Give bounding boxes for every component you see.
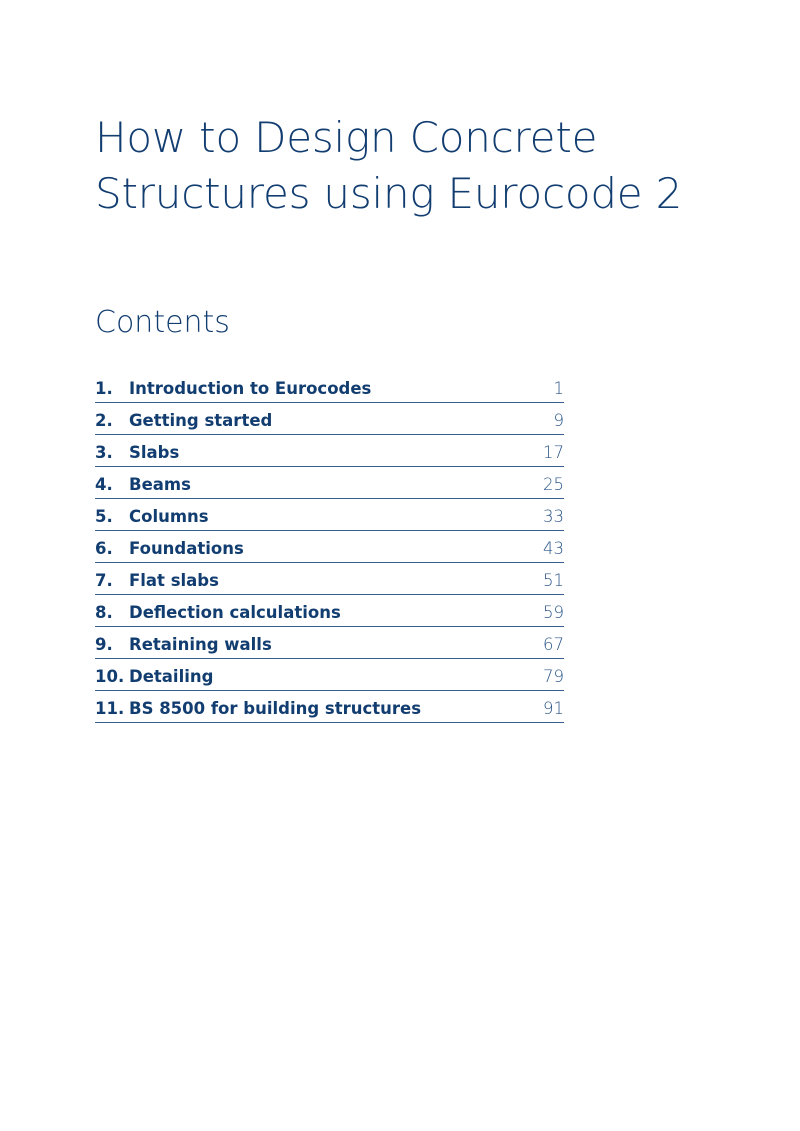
- document-title: [95, 110, 735, 222]
- toc-number: 6.: [95, 539, 113, 558]
- toc-title: Introduction to Eurocodes: [129, 379, 372, 398]
- toc-title: Slabs: [129, 443, 180, 462]
- toc-number: 7.: [95, 571, 113, 590]
- contents-heading: Contents: [95, 305, 230, 340]
- toc-page: 9: [553, 411, 564, 430]
- toc-title: Deflection calculations: [129, 603, 341, 622]
- toc-number: 4.: [95, 475, 113, 494]
- toc-page: 79: [543, 667, 564, 686]
- toc-page: 67: [543, 635, 564, 654]
- toc-row[interactable]: [95, 627, 564, 659]
- toc-number: 10.: [95, 667, 125, 686]
- toc-row[interactable]: [95, 467, 564, 499]
- title-line-2: Structures using Eurocode 2: [95, 169, 683, 218]
- toc-page: 17: [543, 443, 564, 462]
- toc-title: Detailing: [129, 667, 214, 686]
- toc-row[interactable]: [95, 403, 564, 435]
- toc-page: 59: [543, 603, 564, 622]
- toc-row[interactable]: [95, 435, 564, 467]
- toc-number: 9.: [95, 635, 113, 654]
- toc-page: 91: [543, 699, 564, 718]
- table-of-contents: [95, 371, 564, 723]
- toc-title: Getting started: [129, 411, 273, 430]
- toc-page: 51: [543, 571, 564, 590]
- title-line-1: How to Design Concrete: [95, 113, 598, 162]
- toc-title: Foundations: [129, 539, 244, 558]
- toc-page: 1: [553, 379, 564, 398]
- toc-title: Flat slabs: [129, 571, 219, 590]
- toc-row[interactable]: [95, 691, 564, 723]
- toc-number: 5.: [95, 507, 113, 526]
- toc-number: 3.: [95, 443, 113, 462]
- toc-row[interactable]: [95, 659, 564, 691]
- toc-title: Retaining walls: [129, 635, 272, 654]
- toc-page: 25: [543, 475, 564, 494]
- toc-number: 8.: [95, 603, 113, 622]
- toc-title: BS 8500 for building structures: [129, 699, 422, 718]
- toc-row[interactable]: [95, 595, 564, 627]
- toc-number: 11.: [95, 699, 125, 718]
- toc-page: 43: [543, 539, 564, 558]
- toc-row[interactable]: [95, 499, 564, 531]
- toc-number: 1.: [95, 379, 113, 398]
- toc-row[interactable]: [95, 371, 564, 403]
- toc-number: 2.: [95, 411, 113, 430]
- toc-row[interactable]: [95, 531, 564, 563]
- toc-title: Columns: [129, 507, 209, 526]
- toc-row[interactable]: [95, 563, 564, 595]
- toc-page: 33: [543, 507, 564, 526]
- toc-title: Beams: [129, 475, 191, 494]
